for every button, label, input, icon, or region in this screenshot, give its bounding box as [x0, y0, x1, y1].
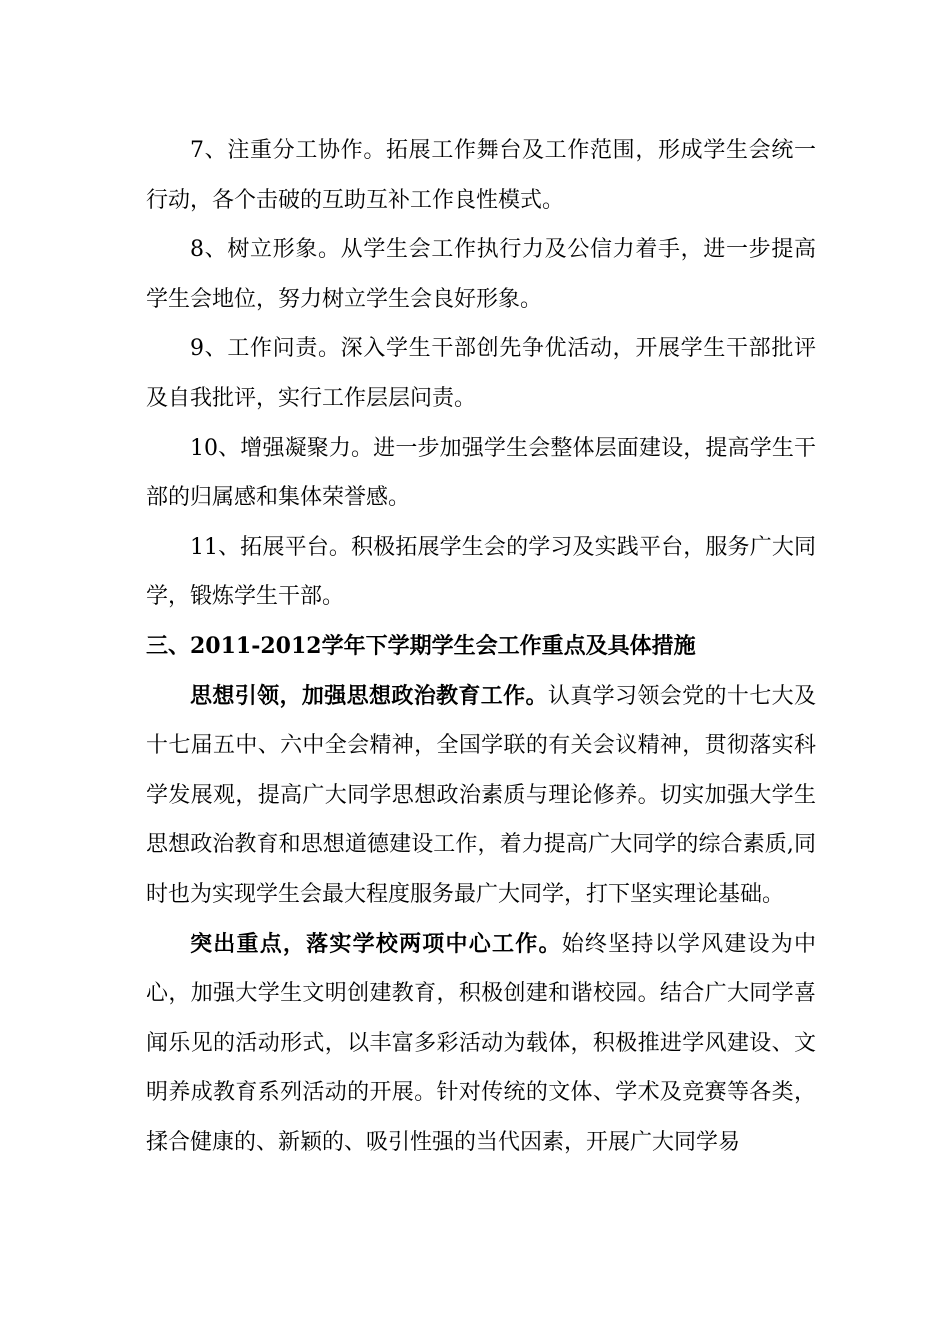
paragraph-lead: 思想引领，加强思想政治教育工作。 [190, 682, 548, 709]
list-item: 11、拓展平台。积极拓展学生会的学习及实践平台，服务广大同学，锻炼学生干部。 [146, 534, 816, 610]
list-item: 9、工作问责。深入学生干部创先争优活动，开展学生干部批评及自我批评，实行工作层层问责。 [146, 336, 816, 411]
paragraph-body: 始终坚持以学风建设为中心，加强大学生文明创建教育，积极创建和谐校园。结合广大同学喜闻乐见的活动形式，以丰富多彩活动为载体，积极推进学风建设、文明养成教育系列活动的开展。针对传统的文体、学术及竞赛等各类，揉合健康的、新颖的、吸引性强的当代因素，开展广大同学易 [146, 931, 816, 1155]
list-item: 7、注重分工协作。拓展工作舞台及工作范围，形成学生会统一行动，各个击破的互助互补工作良性模式。 [146, 138, 816, 213]
list-item: 8、树立形象。从学生会工作执行力及公信力着手，进一步提高学生会地位，努力树立学生会良好形象。 [146, 237, 816, 312]
paragraph-body: 认真学习领会党的十七大及十七届五中、六中全会精神，全国学联的有关会议精神，贯彻落实科学发展观，提高广大同学思想政治素质与理论修养。切实加强大学生思想政治教育和思想道德建设工作，着力提高广大同学的综合素质,同时也为实现学生会最大程度服务最广大同学，打下坚实理论基础。 [146, 683, 816, 907]
paragraph-lead: 突出重点，落实学校两项中心工作。 [190, 930, 562, 957]
section-heading: 三、2011-2012学年下学期学生会工作重点及具体措施 [146, 632, 696, 659]
list-item: 10、增强凝聚力。进一步加强学生会整体层面建设，提高学生干部的归属感和集体荣誉感。 [146, 435, 816, 511]
paragraph-ideology [146, 672, 816, 920]
document-body [146, 126, 816, 1167]
paragraph-key-work [146, 920, 816, 1168]
